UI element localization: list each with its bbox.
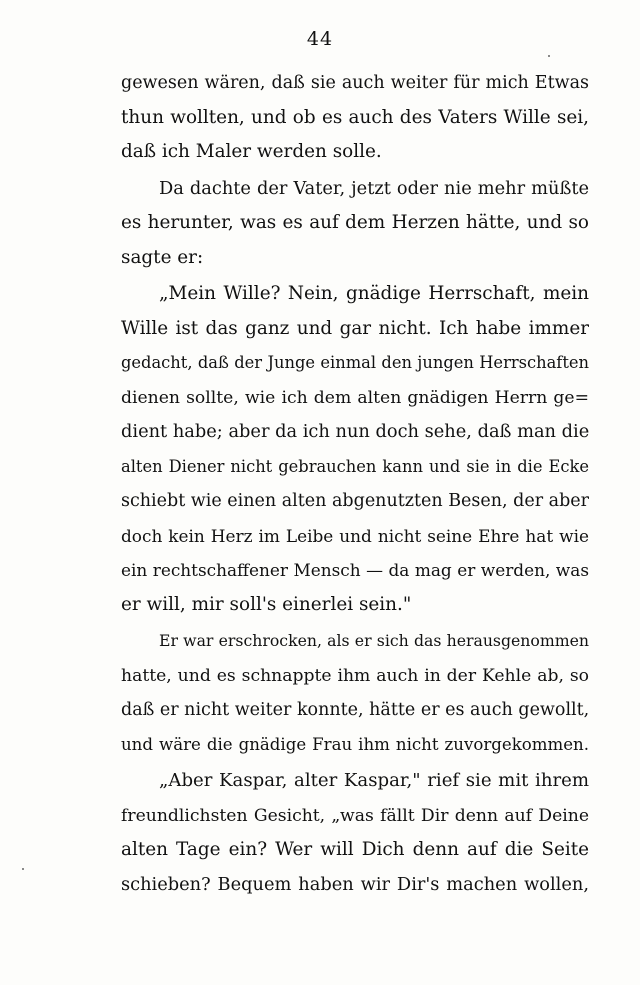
text-line: dienen sollte, wie ich dem alten gnädigen Herrn ge= — [121, 387, 589, 408]
text-line: alten Tage ein? Wer will Dich denn auf die Seite — [121, 839, 589, 860]
body-text — [121, 66, 589, 902]
text-line: thun wollten, und ob es auch des Vaters Wille sei, — [121, 106, 589, 128]
text-line: gedacht, daß der Junge einmal den jungen Herrschaften — [121, 353, 589, 372]
paragraph — [121, 66, 589, 170]
text-line: Wille ist das ganz und gar nicht. Ich habe immer — [121, 317, 589, 339]
text-line: „Mein Wille? Nein, gnädige Herrschaft, mein — [159, 283, 589, 304]
text-line: Da dachte der Vater, jetzt oder nie mehr müßte — [159, 177, 589, 199]
text-line: er will, mir soll's einerlei sein." — [121, 593, 412, 615]
text-line: ein rechtschaffener Mensch — da mag er werden, was — [121, 560, 589, 580]
text-line: doch kein Herz im Leibe und nicht seine Ehre hat wie — [121, 525, 589, 546]
paragraph — [121, 624, 589, 762]
text-line: Er war erschrocken, als er sich das herausgenommen — [159, 631, 589, 650]
text-line: daß er nicht weiter konnte, hätte er es auch gewollt, — [121, 700, 589, 720]
text-line: schiebt wie einen alten abgenutzten Besen, der aber — [121, 491, 589, 511]
text-line: es herunter, was es auf dem Herzen hätte, und so — [121, 212, 589, 233]
text-line: schieben? Bequem haben wir Dir's machen wollen, — [121, 873, 589, 895]
scan-speck — [548, 55, 550, 57]
text-line: gewesen wären, daß sie auch weiter für mich Etwas — [121, 73, 589, 93]
text-line: sagte er: — [121, 246, 204, 268]
text-line: dient habe; aber da ich nun doch sehe, daß man die — [121, 421, 589, 442]
text-line: hatte, und es schnappte ihm auch in der Kehle ab, so — [121, 665, 589, 686]
paragraph — [121, 172, 589, 276]
text-line: und wäre die gnädige Frau ihm nicht zuvorgekommen. — [121, 734, 589, 754]
page-number: 44 — [306, 28, 334, 50]
paragraph — [121, 764, 589, 902]
text-line: freundlichsten Gesicht, „was fällt Dir denn auf Deine — [121, 805, 589, 826]
text-line: alten Diener nicht gebrauchen kann und sie in die Ecke — [121, 456, 589, 476]
scan-speck — [22, 868, 24, 870]
text-line: „Aber Kaspar, alter Kaspar," rief sie mit ihrem — [159, 770, 589, 791]
text-line: daß ich Maler werden solle. — [121, 141, 382, 162]
paragraph — [121, 277, 589, 622]
